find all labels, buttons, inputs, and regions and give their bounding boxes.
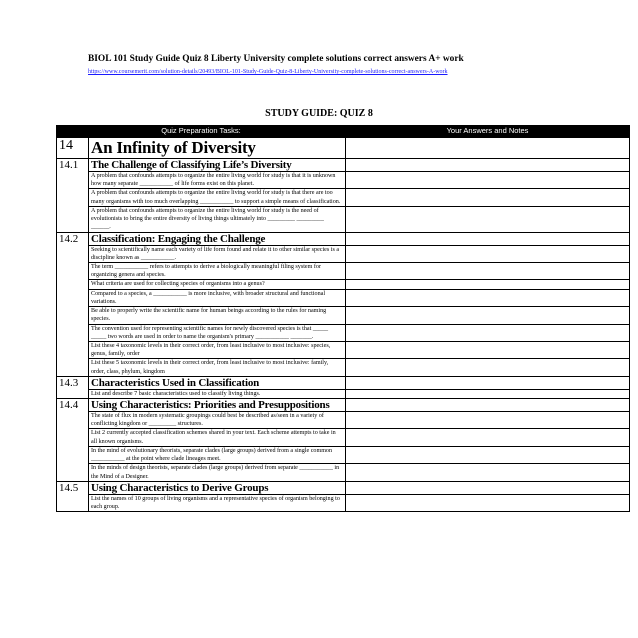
answer-cell[interactable]	[346, 429, 630, 446]
section-title: Using Characteristics: Priorities and Presuppositions	[89, 399, 346, 412]
answer-cell[interactable]	[346, 206, 630, 232]
section-row	[57, 159, 630, 172]
section-row	[57, 399, 630, 412]
answer-cell[interactable]	[346, 412, 630, 429]
question-row	[57, 494, 630, 511]
source-link[interactable]: https://www.coursemerit.com/solution-details/20493/BIOL-101-Study-Guide-Quiz-8-Liberty-University-complete-solutions-correct-answers-A-work	[88, 69, 448, 75]
question-row	[57, 172, 630, 189]
question-row	[57, 341, 630, 358]
question-text: List the names of 10 groups of living organisms and a representative species of organism belonging to each group.	[89, 494, 346, 511]
question-text: The convention used for representing scientific names for newly discovered species is that _____ _____ two words are used in order to name the organism's primary ___________ _______.	[89, 324, 346, 341]
section-number: 14.1	[57, 159, 89, 233]
section-number: 14	[57, 138, 89, 159]
section-row	[57, 232, 630, 245]
question-text: A problem that confounds attempts to organize the entire living world for study is the need of evolutionists to bring the entire diversity of living things ultimately into _________ _________ ______.	[89, 206, 346, 232]
question-text: List 2 currently accepted classification schemes shared in your text. Each scheme attempts to take in all known organisms.	[89, 429, 346, 446]
answer-cell[interactable]	[346, 389, 630, 398]
table-header-row	[57, 126, 630, 138]
question-text: The term ___________ refers to attempts to derive a biologically meaningful filing system for organizing genera and species.	[89, 262, 346, 279]
section-title: Characteristics Used in Classification	[89, 376, 346, 389]
question-row	[57, 245, 630, 262]
question-row	[57, 359, 630, 376]
answer-cell[interactable]	[346, 481, 630, 494]
section-row	[57, 138, 630, 159]
question-row	[57, 307, 630, 324]
answer-cell[interactable]	[346, 376, 630, 389]
section-title: An Infinity of Diversity	[89, 138, 346, 159]
question-text: In the mind of evolutionary theorists, separate clades (large groups) derived from a single common ___________ at the point where clade lineages meet.	[89, 446, 346, 463]
answer-cell[interactable]	[346, 245, 630, 262]
question-row	[57, 289, 630, 306]
question-row	[57, 280, 630, 289]
question-row	[57, 189, 630, 206]
section-number: 14.5	[57, 481, 89, 511]
question-row	[57, 389, 630, 398]
question-text: List these 4 taxonomic levels in their correct order, from least inclusive to most inclusive: species, genus, family, order	[89, 341, 346, 358]
answer-cell[interactable]	[346, 280, 630, 289]
answer-cell[interactable]	[346, 138, 630, 159]
section-row	[57, 481, 630, 494]
section-title: Classification: Engaging the Challenge	[89, 232, 346, 245]
question-text: The state of flux in modern systematic groupings could best be described as/seen in a variety of conflicting kingdom or _________ structures.	[89, 412, 346, 429]
question-row	[57, 324, 630, 341]
question-text: List these 5 taxonomic levels in their correct order, from least inclusive to most inclusive: family, order, class, phylum, kingdom	[89, 359, 346, 376]
question-text: Compared to a species, a ___________ is more inclusive, with broader structural and functional variations.	[89, 289, 346, 306]
question-row	[57, 206, 630, 232]
question-row	[57, 262, 630, 279]
question-row	[57, 412, 630, 429]
question-text: Seeking to scientifically name each variety of life form found and relate it to other similar species is a discipline known as ___________.	[89, 245, 346, 262]
col-header-tasks: Quiz Preparation Tasks:	[57, 126, 346, 138]
answer-cell[interactable]	[346, 189, 630, 206]
answer-cell[interactable]	[346, 341, 630, 358]
section-number: 14.2	[57, 232, 89, 376]
answer-cell[interactable]	[346, 399, 630, 412]
section-title: The Challenge of Classifying Life’s Diversity	[89, 159, 346, 172]
question-text: List and describe 7 basic characteristics used to classify living things.	[89, 389, 346, 398]
answer-cell[interactable]	[346, 232, 630, 245]
study-guide-heading: STUDY GUIDE: QUIZ 8	[265, 108, 373, 119]
question-row	[57, 446, 630, 463]
answer-cell[interactable]	[346, 494, 630, 511]
question-text: Be able to properly write the scientific name for human beings according to the rules for naming species.	[89, 307, 346, 324]
question-text: A problem that confounds attempts to organize the entire living world for study is that it is unknown how many separate ___________ of life forms exist on this planet.	[89, 172, 346, 189]
document-title: BIOL 101 Study Guide Quiz 8 Liberty University complete solutions correct answers A+ work	[88, 54, 464, 64]
answer-cell[interactable]	[346, 359, 630, 376]
section-title: Using Characteristics to Derive Groups	[89, 481, 346, 494]
question-text: A problem that confounds attempts to organize the entire living world for study is that there are too many organisms with too much overlapping ___________ to support a simple means of classification.	[89, 189, 346, 206]
question-text: What criteria are used for collecting species of organisms into a genus?	[89, 280, 346, 289]
answer-cell[interactable]	[346, 464, 630, 481]
section-row	[57, 376, 630, 389]
col-header-answers: Your Answers and Notes	[346, 126, 630, 138]
answer-cell[interactable]	[346, 262, 630, 279]
question-row	[57, 429, 630, 446]
answer-cell[interactable]	[346, 172, 630, 189]
answer-cell[interactable]	[346, 446, 630, 463]
answer-cell[interactable]	[346, 324, 630, 341]
section-number: 14.3	[57, 376, 89, 398]
answer-cell[interactable]	[346, 159, 630, 172]
question-text: In the minds of design theorists, separate clades (large groups) derived from separate ___________ in the Mind of a Designer.	[89, 464, 346, 481]
quiz-table	[56, 125, 630, 512]
section-number: 14.4	[57, 399, 89, 482]
answer-cell[interactable]	[346, 307, 630, 324]
answer-cell[interactable]	[346, 289, 630, 306]
question-row	[57, 464, 630, 481]
